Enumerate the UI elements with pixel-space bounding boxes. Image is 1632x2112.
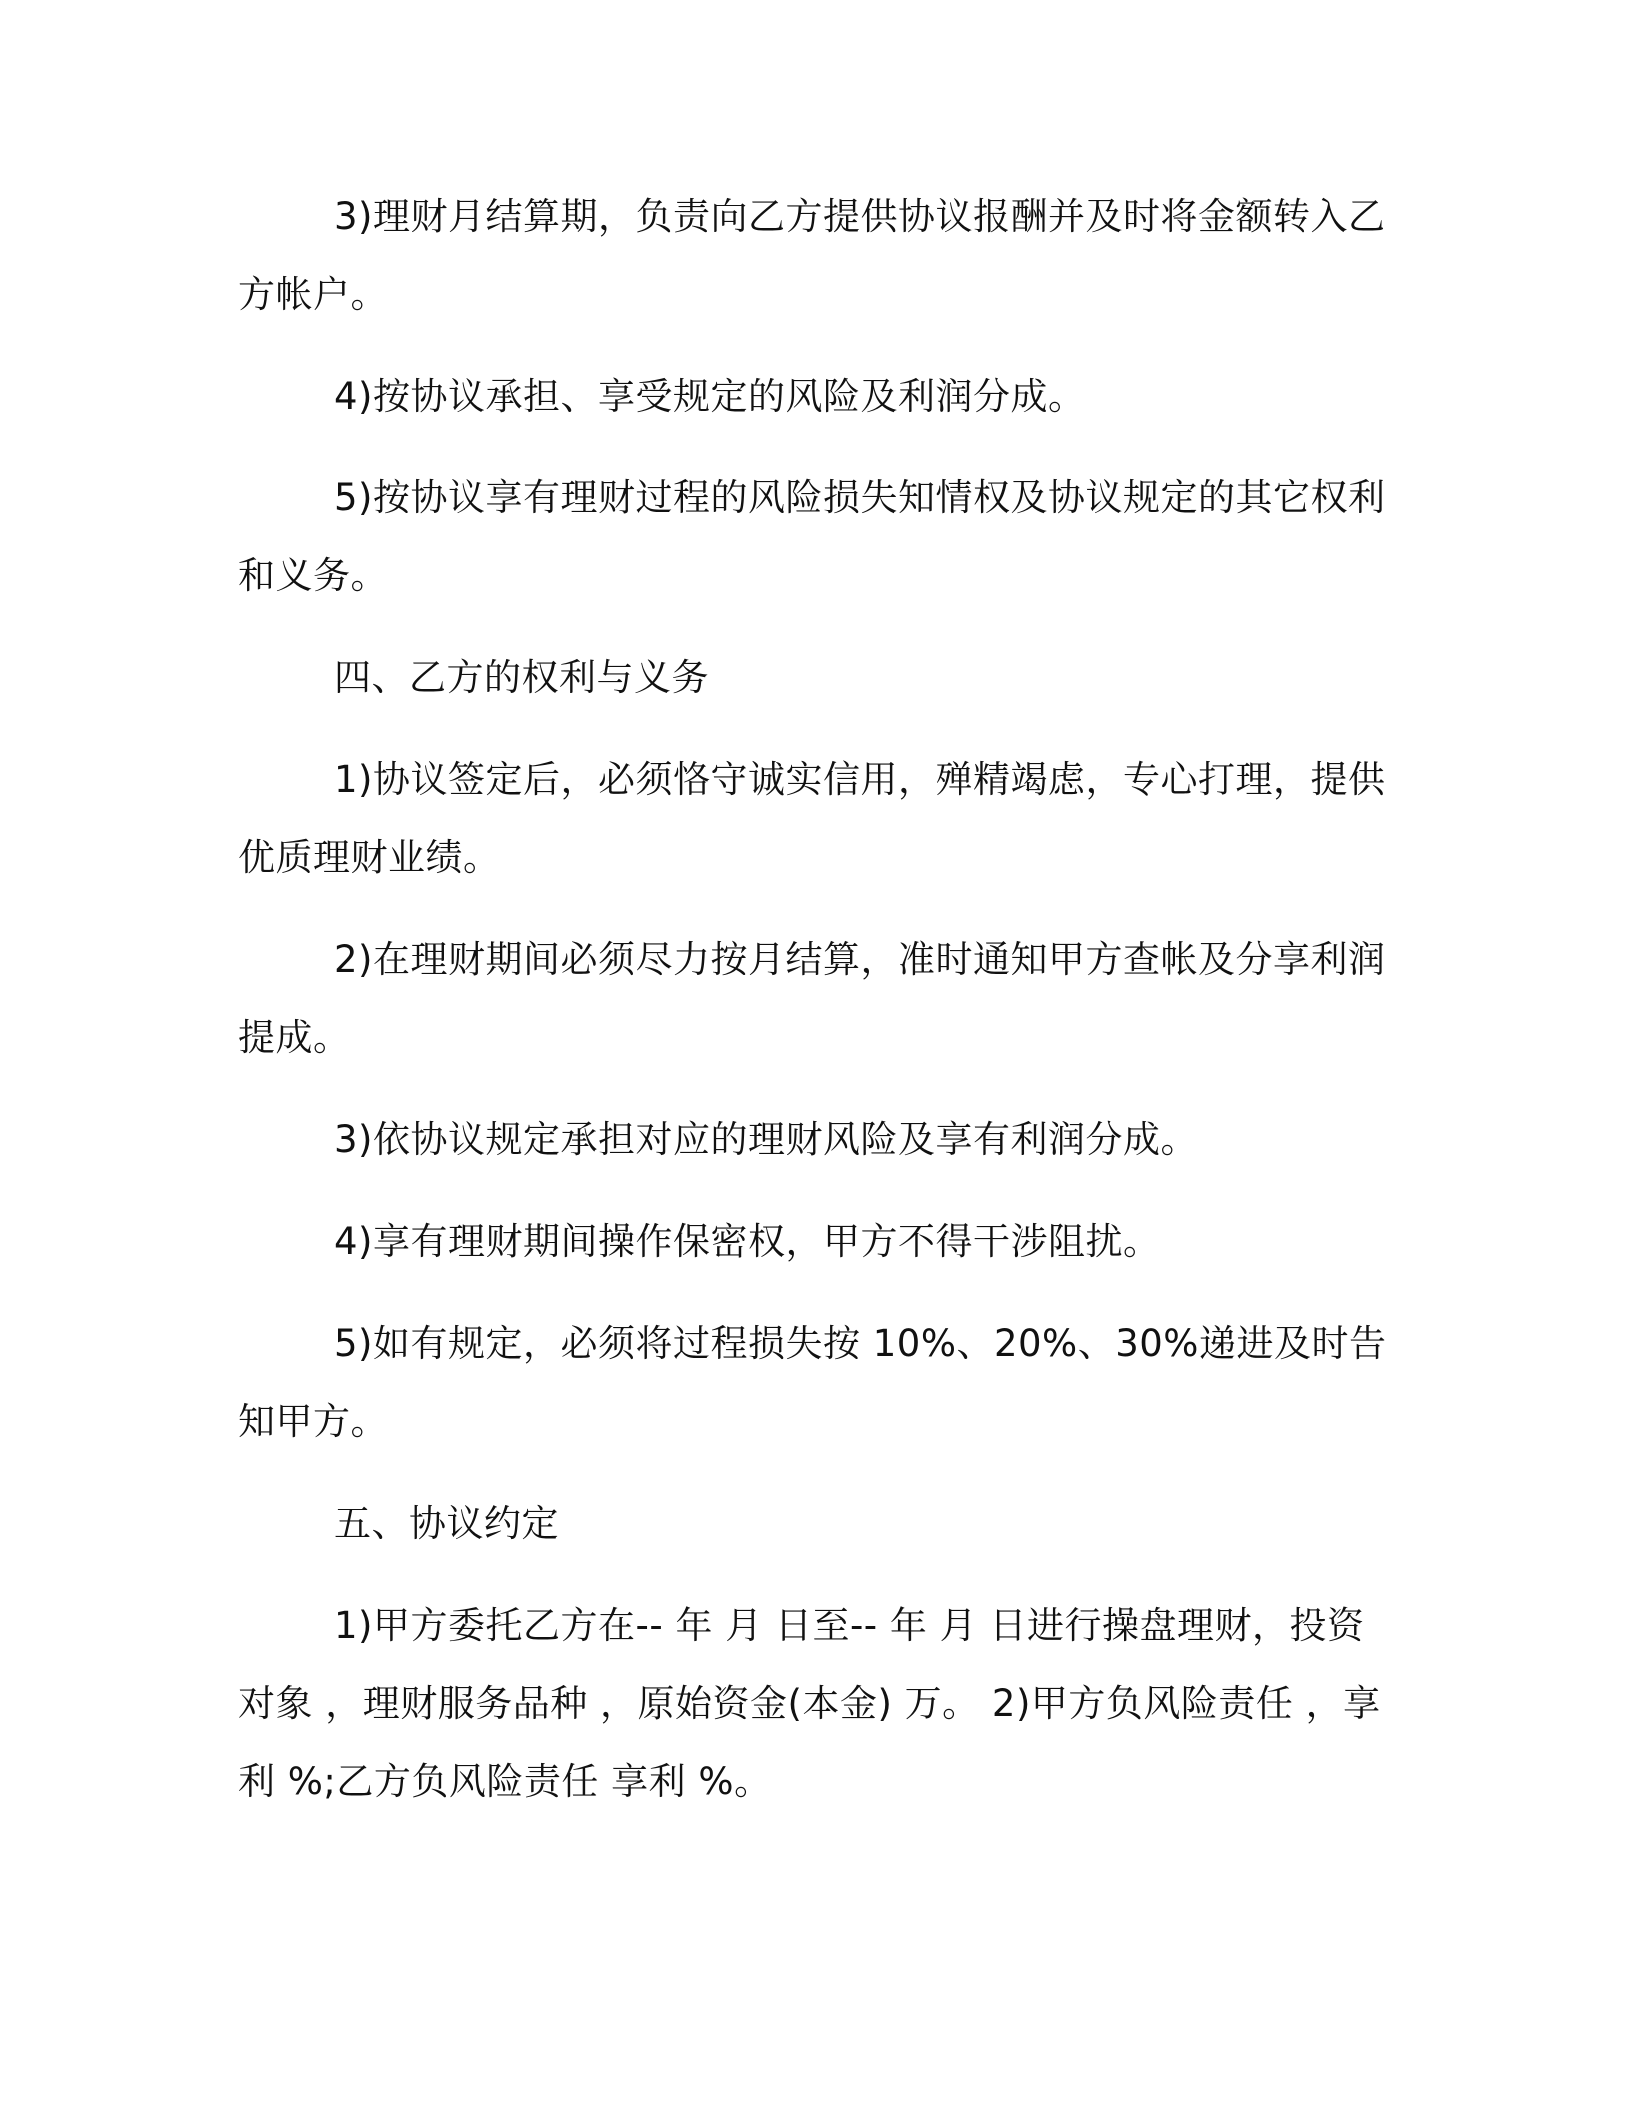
paragraph-a3-line-1: 3)理财月结算期，负责向乙方提供协议报酬并及时将金额转入乙 bbox=[334, 195, 1386, 238]
paragraph-a4-line-1: 4)按协议承担、享受规定的风险及利润分成。 bbox=[334, 375, 1086, 418]
section-heading-five: 五、协议约定 bbox=[334, 1502, 559, 1545]
paragraph-b5-line-1: 5)如有规定，必须将过程损失按 10%、20%、30%递进及时告 bbox=[334, 1322, 1387, 1365]
paragraph-a5-line-1: 5)按协议享有理财过程的风险损失知情权及协议规定的其它权利 bbox=[334, 476, 1386, 519]
paragraph-b2-line-2: 提成。 bbox=[238, 1016, 351, 1059]
paragraph-b1-line-2: 优质理财业绩。 bbox=[238, 836, 501, 879]
section-heading-four: 四、乙方的权利与义务 bbox=[334, 656, 709, 699]
paragraph-b5-line-2: 知甲方。 bbox=[238, 1400, 388, 1443]
paragraph-c1-line-2: 对象 ，理财服务品种 ，原始资金(本金) 万。 2)甲方负风险责任 ，享 bbox=[238, 1682, 1381, 1725]
paragraph-b3-line-1: 3)依协议规定承担对应的理财风险及享有利润分成。 bbox=[334, 1118, 1198, 1161]
paragraph-a3-line-2: 方帐户。 bbox=[238, 273, 388, 316]
paragraph-c1-line-1: 1)甲方委托乙方在-- 年 月 日至-- 年 月 日进行操盘理财，投资 bbox=[334, 1604, 1365, 1647]
paragraph-b1-line-1: 1)协议签定后，必须恪守诚实信用，殚精竭虑，专心打理，提供 bbox=[334, 758, 1386, 801]
paragraph-b2-line-1: 2)在理财期间必须尽力按月结算，准时通知甲方查帐及分享利润 bbox=[334, 938, 1386, 981]
paragraph-b4-line-1: 4)享有理财期间操作保密权，甲方不得干涉阻扰。 bbox=[334, 1220, 1161, 1263]
paragraph-a5-line-2: 和义务。 bbox=[238, 554, 388, 597]
paragraph-c1-line-3: 利 %;乙方负风险责任 享利 %。 bbox=[238, 1760, 772, 1803]
